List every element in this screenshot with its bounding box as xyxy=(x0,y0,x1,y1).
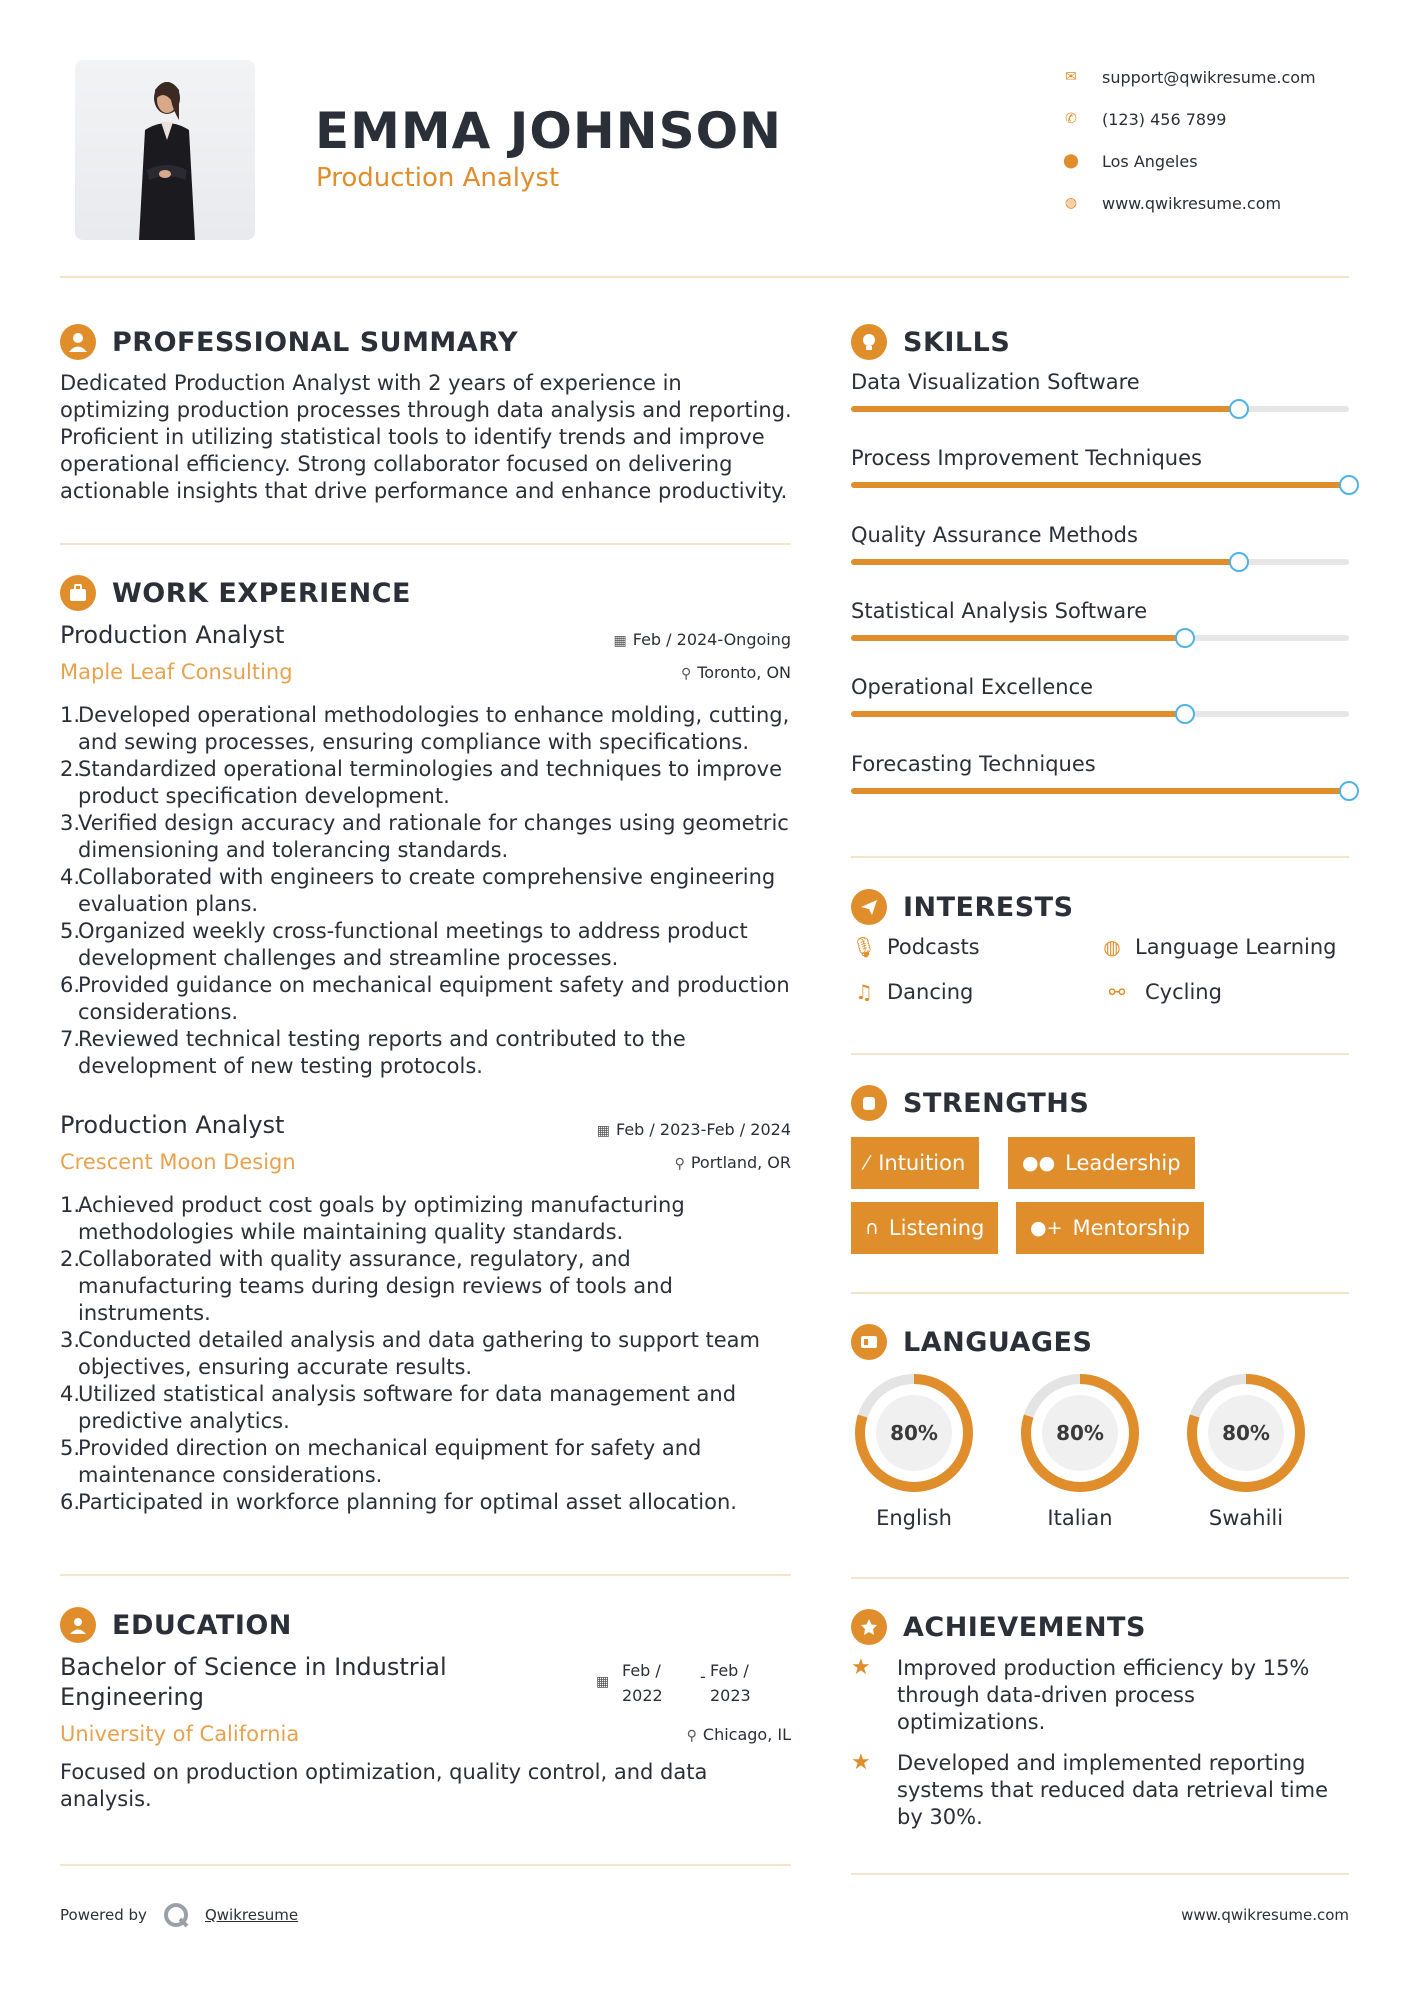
globe-icon: ◍ xyxy=(1064,195,1078,211)
list-item: Standardized operational terminologies and techniques to improve product specification development. xyxy=(78,757,783,808)
experience-divider xyxy=(60,1574,791,1576)
language-name: Italian xyxy=(1047,1506,1113,1530)
star-icon: ★ xyxy=(851,1750,871,1775)
interest-item: 🎙︎ Podcasts xyxy=(851,935,980,959)
user-icon xyxy=(60,324,96,360)
strengths-divider xyxy=(851,1292,1349,1294)
achievements-divider xyxy=(851,1873,1349,1875)
skill-fill xyxy=(851,406,1239,412)
language-donut xyxy=(851,1370,977,1496)
users-icon: ●● xyxy=(1022,1152,1056,1174)
strength-tag: ∩ Listening xyxy=(851,1202,998,1254)
skill-fill xyxy=(851,711,1185,717)
skill-fill xyxy=(851,788,1349,794)
language-item xyxy=(851,1370,977,1530)
job-bullets xyxy=(60,1192,780,1516)
languages-divider xyxy=(851,1577,1349,1579)
skill-knob xyxy=(1339,781,1359,801)
degree-title: Bachelor of Science in Industrial Engineering xyxy=(60,1653,447,1711)
skill-fill xyxy=(851,559,1239,565)
skill-fill xyxy=(851,635,1185,641)
footer-website[interactable]: www.qwikresume.com xyxy=(1181,1906,1349,1924)
skill-track xyxy=(851,406,1349,412)
job-company: Maple Leaf Consulting xyxy=(60,660,293,684)
skill-item xyxy=(851,370,1349,412)
list-item: Achieved product cost goals by optimizing manufacturing methodologies while maintaining quality standards. xyxy=(78,1193,685,1244)
achievement-item: ★ Developed and implemented reporting systems that reduced data retrieval time by 30%. xyxy=(851,1750,1329,1829)
education-heading xyxy=(60,1607,292,1643)
list-item: Conducted detailed analysis and data gathering to support team objectives, ensuring accurate results. xyxy=(78,1328,760,1379)
section-title: WORK EXPERIENCE xyxy=(112,577,411,609)
achievement-item: ★ Improved production efficiency by 15% through data-driven process optimizations. xyxy=(851,1655,1310,1734)
qwikresume-logo-icon xyxy=(161,1900,191,1930)
interests-heading xyxy=(851,889,1074,925)
language-item xyxy=(1017,1370,1143,1530)
skill-track xyxy=(851,711,1349,717)
interest-item: ♫ Dancing xyxy=(851,980,973,1004)
section-title: LANGUAGES xyxy=(903,1326,1093,1358)
strength-tag: ●● Leadership xyxy=(1008,1137,1195,1189)
skill-name: Forecasting Techniques xyxy=(851,752,1096,776)
skills-heading xyxy=(851,324,1010,360)
contact-phone[interactable]: ✆ (123) 456 7899 xyxy=(1052,98,1352,140)
headphones-icon: ∩ xyxy=(865,1217,879,1239)
candidate-role: Production Analyst xyxy=(316,163,560,193)
interest-item: ⚯ Cycling xyxy=(1099,980,1222,1004)
footer-powered-by: Powered by Qwikresume xyxy=(60,1900,298,1930)
interest-item: ◍ Language Learning xyxy=(1099,935,1336,959)
language-donut xyxy=(1183,1370,1309,1496)
donut-label: 80% xyxy=(890,1421,938,1445)
donut-label: 80% xyxy=(1056,1421,1104,1445)
pin-icon: ⚲ xyxy=(686,1728,697,1744)
skill-item xyxy=(851,446,1349,488)
strength-tag: ●+ Mentorship xyxy=(1016,1202,1204,1254)
fist-icon xyxy=(851,1085,887,1121)
calendar-icon: ▦ xyxy=(596,1674,610,1690)
skill-item xyxy=(851,599,1349,641)
skill-item xyxy=(851,752,1349,794)
job-location: ⚲ Toronto, ON xyxy=(680,663,791,682)
education-divider xyxy=(60,1864,791,1866)
list-item: Utilized statistical analysis software for data management and predictive analytics. xyxy=(78,1382,737,1433)
skill-knob xyxy=(1175,628,1195,648)
language-item xyxy=(1183,1370,1309,1530)
job-bullets xyxy=(60,702,800,1080)
star-badge-icon xyxy=(851,1609,887,1645)
lightbulb-icon xyxy=(851,324,887,360)
job-dates: ▦ Feb / 2024-Ongoing xyxy=(613,630,791,649)
pin-icon: ⚲ xyxy=(674,1156,685,1172)
skill-name: Statistical Analysis Software xyxy=(851,599,1148,623)
list-item: Verified design accuracy and rationale for changes using geometric dimensioning and tolerancing standards. xyxy=(78,811,789,862)
section-title: EDUCATION xyxy=(112,1609,292,1641)
skill-track xyxy=(851,788,1349,794)
skill-fill xyxy=(851,482,1349,488)
education-description: Focused on production optimization, quality control, and data analysis. xyxy=(60,1760,708,1811)
donut-label: 80% xyxy=(1222,1421,1270,1445)
list-item: Reviewed technical testing reports and contributed to the development of new testing protocols. xyxy=(78,1027,686,1078)
skill-name: Quality Assurance Methods xyxy=(851,523,1138,547)
person-silhouette-icon xyxy=(75,60,255,240)
briefcase-icon xyxy=(60,575,96,611)
language-card-icon xyxy=(851,1324,887,1360)
education-location: ⚲ Chicago, IL xyxy=(686,1725,791,1744)
resume-page: EMMA JOHNSON Production Analyst ✉ support@qwikresume.com ✆ (123) 456 7899 ⬤ Los Angeles ◍ www.qwikresume.com PROFESSIONAL SUMMARY Dedicated Production Analyst with 2 years of experience in optimizing production processes through data analysis and reporting. Proficient in utilizing statistical tools to identify trends and improve operational efficiency. Strong collaborator focused on delivering actionable insights that drive performance and enhance productivity. WORK EXPERIENCE Production Analyst ▦ Feb / 2024-Ongoing Maple Leaf Consulting ⚲ Toronto, ON Developed operational methodologies to enhance molding, cutting, and sewing processes, ensuring compliance with specifications. Standardized operational terminologies and techniques to improve product specification development. Verified design accuracy and rationale for changes using geometric dimensioning and tolerancing standards. Collaborated with engineers to create comprehensive engineering evaluation plans. Organized weekly cross-functional meetings to address product development challenges and streamline processes. Provided guidance on mechanical equipment safety and production considerations. Reviewed technical testing reports and contributed to the development of new testing protocols. Production Analyst ▦ Feb / 2023-Feb / 2024 Crescent Moon Design ⚲ Portland, OR Achieved product cost goals by optimizing manufacturing methodologies while maintaining quality standards. Collaborated with quality assurance, regulatory, and manufacturing teams during design reviews of tools and instruments. Conducted detailed analysis and data gathering to support team objectives, ensuring accurate results. Utilized statistical analysis software for data management and predictive analytics. Provided direction on mechanical equipment for safety and maintenance considerations. Participated in workforce planning for optimal asset allocation. EDUCATION Bachelor of Science in Industrial Engineering ▦ Feb / 2022 - Feb / 2023 University of California ⚲ Chicago, IL Focused on production optimization, quality control, and data analysis. SKILLS Data Visualization Software Process Improvement Techniques Quality Assurance Methods Statistical Analysis Software Operational Excellence Forecasting Techniques INTERESTS 🎙︎ Podcasts ◍ Language Learning ♫ Dancing ⚯ Cycling STRENGTHS ⁄ Intuition ●● Leadership ∩ Listening ●+ Mentorship LANGUAGES 80% English 80% Italian 80% Swahili ACHIEVEMENTS ★ Improved production efficiency by 15% through data-driven process optimizations. ★ Developed and implemented reporting systems that reduced data retrieval time by 30%. Powered by Qwikresume www.qwikresume.com xyxy=(0,0,1407,1990)
skill-knob xyxy=(1339,475,1359,495)
skills-divider xyxy=(851,856,1349,858)
skill-knob xyxy=(1229,552,1249,572)
qwikresume-link[interactable]: Qwikresume xyxy=(204,1906,299,1924)
list-item: Developed operational methodologies to enhance molding, cutting, and sewing processes, ensuring compliance with specifications. xyxy=(78,703,790,754)
music-note-icon: ♫ xyxy=(855,980,873,1004)
magic-wand-icon: ⁄ xyxy=(865,1152,869,1174)
email-icon: ✉ xyxy=(1065,69,1077,85)
globe-icon: ◍ xyxy=(1103,935,1121,959)
list-item: Provided direction on mechanical equipment for safety and maintenance considerations. xyxy=(78,1436,702,1487)
summary-divider xyxy=(60,543,791,545)
strengths-heading xyxy=(851,1085,1089,1121)
achievements-heading xyxy=(851,1609,1146,1645)
section-title: PROFESSIONAL SUMMARY xyxy=(112,326,519,358)
skill-knob xyxy=(1175,704,1195,724)
summary-text: Dedicated Production Analyst with 2 years of experience in optimizing production processes through data analysis and reporting. Proficient in utilizing statistical tools to identify trends and improve operational efficiency. Strong collaborator focused on delivering actionable insights that drive performance and enhance productivity. xyxy=(60,371,792,503)
section-title: ACHIEVEMENTS xyxy=(903,1611,1146,1643)
profile-photo xyxy=(75,60,255,240)
skill-track xyxy=(851,559,1349,565)
candidate-name: EMMA JOHNSON xyxy=(315,102,782,160)
location-pin-icon: ⬤ xyxy=(1063,153,1079,169)
list-item: Provided guidance on mechanical equipment safety and production considerations. xyxy=(78,973,790,1024)
list-item: Collaborated with quality assurance, regulatory, and manufacturing teams during design reviews of tools and instruments. xyxy=(78,1247,673,1325)
language-name: English xyxy=(876,1506,952,1530)
job-title: Production Analyst xyxy=(60,1111,285,1139)
microphone-icon: 🎙︎ xyxy=(851,935,877,959)
phone-icon: ✆ xyxy=(1065,111,1077,127)
school-name: University of California xyxy=(60,1722,300,1746)
skill-item xyxy=(851,675,1349,717)
contact-list xyxy=(1052,56,1352,224)
summary-heading xyxy=(60,324,518,360)
contact-location: ⬤ Los Angeles xyxy=(1052,140,1352,182)
section-title: STRENGTHS xyxy=(903,1087,1090,1119)
skill-track xyxy=(851,635,1349,641)
interests-divider xyxy=(851,1053,1349,1055)
header-divider xyxy=(60,276,1349,278)
bicycle-icon: ⚯ xyxy=(1108,980,1126,1004)
skill-name: Operational Excellence xyxy=(851,675,1094,699)
skill-name: Data Visualization Software xyxy=(851,370,1140,394)
section-title: SKILLS xyxy=(903,326,1011,358)
skill-knob xyxy=(1229,399,1249,419)
language-name: Swahili xyxy=(1208,1506,1284,1530)
skill-track xyxy=(851,482,1349,488)
list-item: Organized weekly cross-functional meetings to address product development challenges and streamline processes. xyxy=(78,919,748,970)
experience-heading xyxy=(60,575,411,611)
contact-email[interactable]: ✉ support@qwikresume.com xyxy=(1052,56,1352,98)
section-title: INTERESTS xyxy=(903,891,1074,923)
graduation-icon xyxy=(60,1607,96,1643)
calendar-icon: ▦ xyxy=(596,1123,610,1139)
languages-heading xyxy=(851,1324,1092,1360)
list-item: Participated in workforce planning for optimal asset allocation. xyxy=(78,1490,737,1514)
skill-name: Process Improvement Techniques xyxy=(851,446,1202,470)
skill-item xyxy=(851,523,1349,565)
list-item: Collaborated with engineers to create comprehensive engineering evaluation plans. xyxy=(78,865,776,916)
contact-website[interactable]: ◍ www.qwikresume.com xyxy=(1052,182,1352,224)
user-plus-icon: ●+ xyxy=(1030,1217,1063,1239)
job-company: Crescent Moon Design xyxy=(60,1150,296,1174)
paper-plane-icon xyxy=(851,889,887,925)
language-donut xyxy=(1017,1370,1143,1496)
job-location: ⚲ Portland, OR xyxy=(674,1153,791,1172)
strength-tag: ⁄ Intuition xyxy=(851,1137,979,1189)
job-title: Production Analyst xyxy=(60,621,285,649)
star-icon: ★ xyxy=(851,1655,871,1680)
job-dates: ▦ Feb / 2023-Feb / 2024 xyxy=(596,1120,791,1139)
calendar-icon: ▦ xyxy=(613,633,627,649)
pin-icon: ⚲ xyxy=(680,666,692,682)
